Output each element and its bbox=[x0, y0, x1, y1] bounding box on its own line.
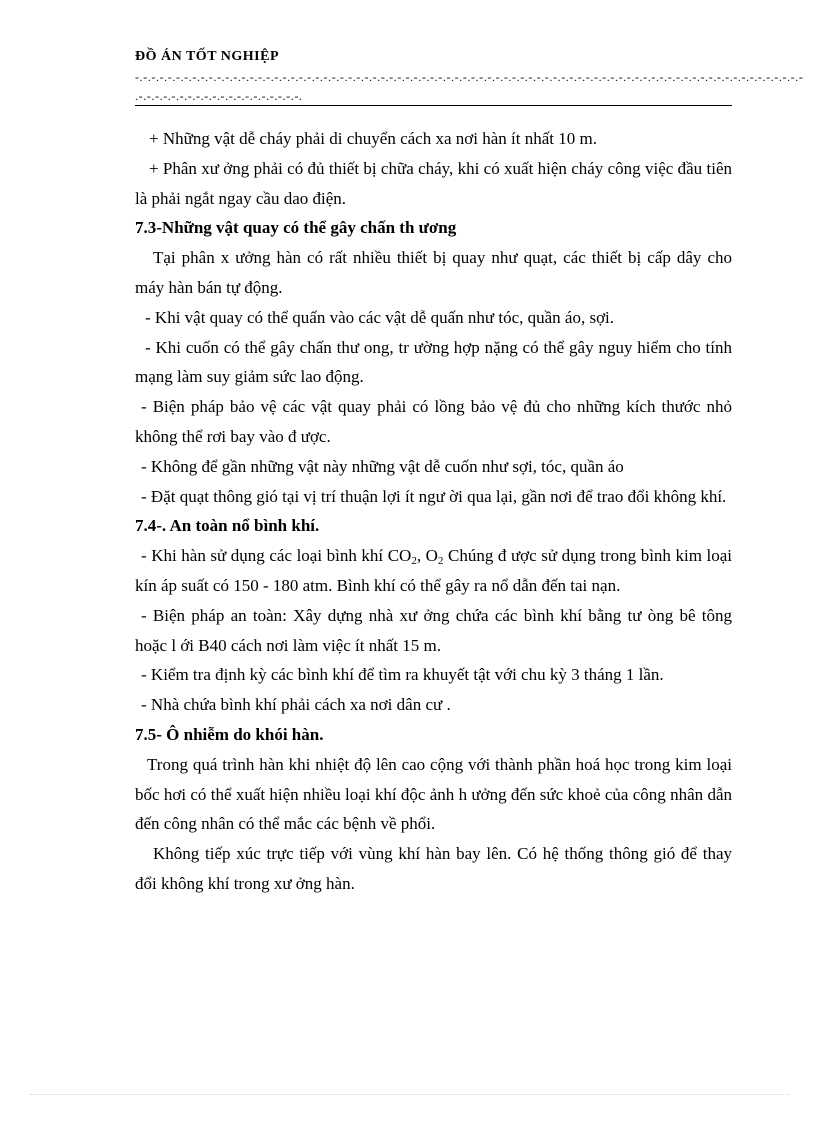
paragraph-injury: - Khi cuốn có thể gây chấn thư ong, tr ường hợp nặng có thể gây nguy hiểm cho tính mạng làm suy giảm sức lao động. bbox=[135, 337, 732, 387]
paragraph-safety-measure: - Biện pháp an toàn: Xây dựng nhà xư ởng chứa các bình khí bằng tư òng bê tông hoặc l ới B40 cách nơi làm việc ít nhất 15 m. bbox=[135, 605, 732, 655]
header-dash-line-2: .-.-.-.-.-.-.-.-.-.-.-.-.-.-.-.-.-.-.-.-. bbox=[135, 89, 303, 103]
paragraph-storage-location: - Nhà chứa bình khí phải cách xa nơi dân cư . bbox=[141, 695, 451, 715]
heading-7-4: 7.4-. An toàn nổ bình khí. bbox=[135, 516, 320, 536]
paragraph-fire-distance: + Những vật dễ cháy phải di chuyển cách xa nơi hàn ít nhất 10 m. bbox=[149, 129, 597, 148]
header-title: ĐỒ ÁN TỐT NGHIỆP bbox=[135, 49, 280, 64]
header-rule bbox=[135, 105, 732, 106]
document-body bbox=[135, 124, 732, 899]
heading-7-5: 7.5- Ô nhiễm do khói hàn. bbox=[135, 724, 324, 744]
co2-subscript: 2 bbox=[411, 555, 417, 568]
gas-text-b: , O bbox=[416, 546, 438, 566]
paragraph-inspection: - Kiểm tra định kỳ các bình khí để tìm ra khuyết tật với chu kỳ 3 tháng 1 lần. bbox=[141, 665, 664, 685]
header-dash-line-1: -.-.-.-.-.-.-.-.-.-.-.-.-.-.-.-.-.-.-.-.-.-.-.-.-.-.-.-.-.-.-.-.-.-.-.-.-.-.-.-.-.-.-.-.-.-.-.-.-.-.-.-.-.-.-.-.-.-.-.-.-.-.-.-.-.-.-.-.-.-.-.-.-.-.-.-.-.-.-.-.-.- bbox=[135, 70, 804, 84]
page-bottom-border bbox=[30, 1094, 790, 1095]
paragraph-gas-cylinders bbox=[135, 541, 732, 601]
gas-text-c: Chúng đ ược sử dụng trong bình kim loại kín áp suất có 150 - 180 atm. Bình khí có thể gây ra nổ dẫn đến tai nạn. bbox=[135, 546, 732, 595]
paragraph-rotating-devices: Tại phân x ưởng hàn có rất nhiều thiết bị quay như quạt, các thiết bị cấp dây cho máy hàn bán tự động. bbox=[135, 248, 732, 297]
paragraph-fire-equipment: + Phân xư ởng phải có đủ thiết bị chữa cháy, khi có xuất hiện cháy công việc đầu tiên là phải ngắt ngay cầu dao điện. bbox=[135, 158, 732, 208]
paragraph-protection-cage: - Biện pháp bảo vệ các vật quay phải có lồng bảo vệ đủ cho những kích thước nhỏ không thể rơi bay vào đ ược. bbox=[135, 397, 732, 446]
gas-text-a: - Khi hàn sử dụng các loại bình khí CO bbox=[141, 546, 412, 566]
paragraph-entanglement: - Khi vật quay có thể quấn vào các vật dễ quấn như tóc, quần áo, sợi. bbox=[145, 307, 615, 327]
paragraph-fumes: Trong quá trình hàn khi nhiệt độ lên cao cộng với thành phần hoá học trong kim loại bốc hơi có thể xuất hiện nhiều loại khí độc ảnh h ưởng đến sức khoẻ của công nhân dẫn đến công nhân có thể mắc các bệnh về phổi. bbox=[135, 754, 732, 834]
paragraph-ventilation-fan: - Đặt quạt thông gió tại vị trí thuận lợi ít ngư ời qua lại, gần nơi để trao đổi không khí. bbox=[141, 486, 727, 506]
heading-7-3: 7.3-Những vật quay có thể gây chấn th ương bbox=[135, 218, 457, 238]
paragraph-keep-away: - Không để gần những vật này những vật dễ cuốn như sợi, tóc, quần áo bbox=[141, 456, 624, 476]
paragraph-no-contact: Không tiếp xúc trực tiếp với vùng khí hàn bay lên. Có hệ thống thông gió để thay đổi không khí trong xư ởng hàn. bbox=[135, 844, 732, 893]
o2-subscript: 2 bbox=[437, 555, 444, 568]
